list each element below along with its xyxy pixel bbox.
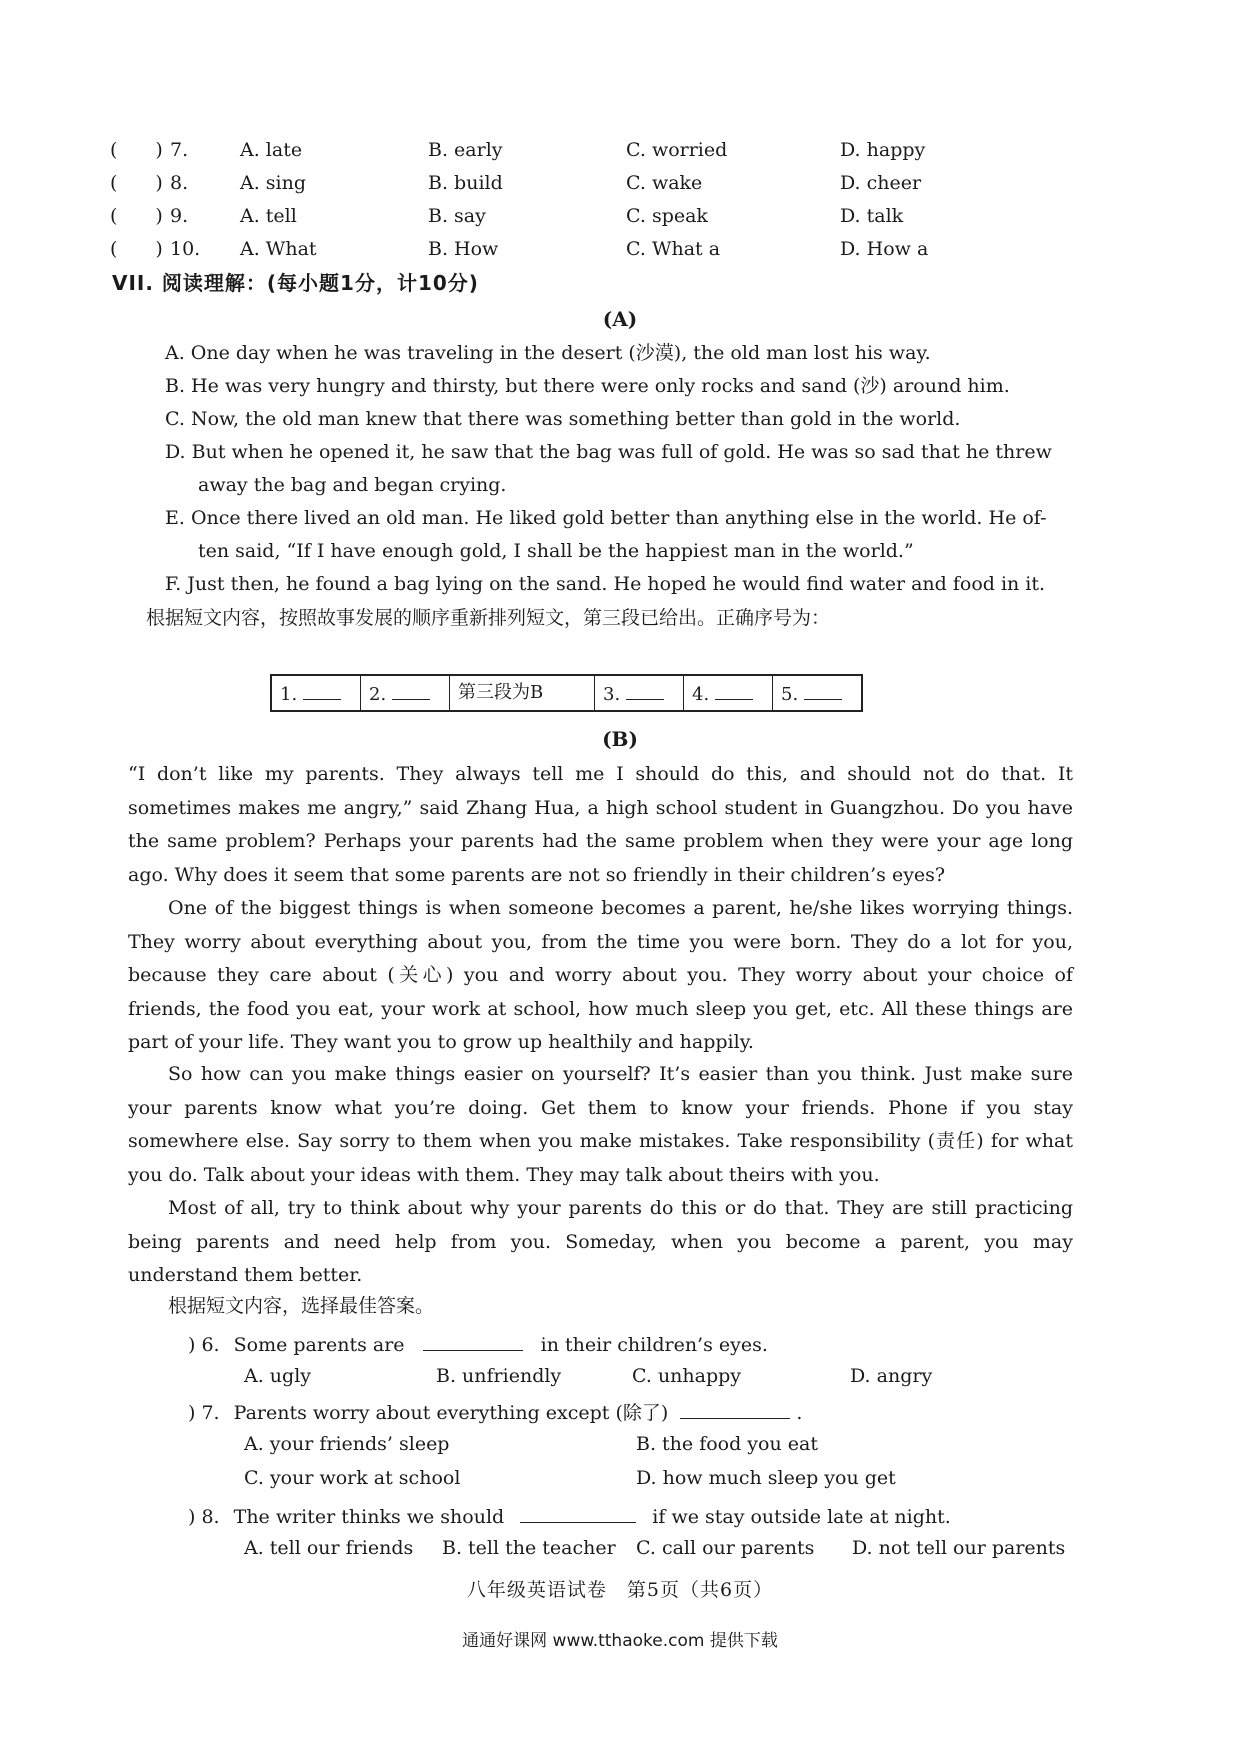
cloze-row-10 (110, 239, 1110, 265)
question-stem: Parents worry about everything except (除了) (233, 1402, 669, 1424)
answer-blank[interactable] (680, 1400, 790, 1419)
option-b: B. early (428, 139, 503, 161)
answer-blank[interactable] (392, 681, 430, 700)
part-a-line-e: E. Once there lived an old man. He liked gold better than anything else in the world. He of- (165, 507, 1047, 529)
q8-option-a[interactable]: A. tell our friends (244, 1537, 414, 1559)
option-a: A. late (240, 139, 303, 161)
option-b: B. build (428, 172, 503, 194)
option-a: A. tell (240, 205, 297, 227)
question-number: 8. (170, 172, 189, 194)
part-b-label: (B) (602, 727, 638, 751)
order-answer-table (270, 674, 863, 712)
part-a-line-f: F. Just then, he found a bag lying on the sand. He hoped he would find water and food in it. (165, 573, 1046, 595)
cloze-row-7 (110, 140, 1110, 166)
paragraph-text: So how can you make things easier on yourself? It’s easier than you think. Just make sure your parents know what you’re doing. Get them to know your friends. Phone if you stay somewhere else. Say sorry to them when you make mistakes. Take responsibility (责任) for what you do. Talk about your ideas with them. They may talk about theirs with you. (128, 1063, 1073, 1186)
given-paragraph-label: 第三段为B (458, 681, 544, 703)
question-number: ) 6. (188, 1334, 220, 1356)
part-b-instruction: 根据短文内容，选择最佳答案。 (168, 1295, 435, 1317)
paragraph-text: “I don’t like my parents. They always tell me I should do this, and should not do that. It sometimes makes me angry,” said Zhang Hua, a high school student in Guangzhou. Do you have the same problem? Perhaps your parents had the same problem when they were your age long ago. Why does it seem that some parents are not so friendly in their children’s eyes? (128, 763, 1073, 886)
paragraph-text: Most of all, try to think about why your parents do this or do that. They are still practicing being parents and need help from you. Someday, when you become a parent, you may understand them better. (128, 1197, 1073, 1286)
part-a-label: (A) (602, 307, 638, 331)
part-a-line-d: D. But when he opened it, he saw that the bag was full of gold. He was so sad that he threw (165, 441, 1052, 463)
q6-option-a[interactable]: A. ugly (244, 1365, 312, 1387)
part-b-paragraph-2 (128, 892, 1073, 1060)
question-stem: Some parents are (233, 1334, 405, 1356)
order-cell-5[interactable] (773, 675, 863, 711)
question-number: ) 7. (188, 1402, 220, 1424)
order-cell-1[interactable] (271, 675, 361, 711)
part-b-paragraph-3 (128, 1058, 1073, 1192)
option-b: B. say (428, 205, 486, 227)
option-a: A. sing (240, 172, 307, 194)
question-stem-end: if we stay outside late at night. (652, 1506, 951, 1528)
cell-label: 1. (280, 683, 298, 705)
question-number: 9. (170, 205, 189, 227)
answer-blank[interactable] (715, 681, 753, 700)
cloze-row-9 (110, 206, 1110, 232)
option-c: C. worried (626, 139, 728, 161)
order-cell-4[interactable] (684, 675, 773, 711)
option-c: C. wake (626, 172, 703, 194)
question-number: 7. (170, 139, 189, 161)
order-cell-given (450, 675, 595, 711)
cloze-row-8 (110, 173, 1110, 199)
question-stem: The writer thinks we should (233, 1506, 505, 1528)
q7-option-a[interactable]: A. your friends’ sleep (244, 1433, 450, 1455)
q6-option-d[interactable]: D. angry (850, 1365, 933, 1387)
paragraph-text: One of the biggest things is when someone becomes a parent, he/she likes worrying things. They worry about everything about you, from the time you were born. They do a lot for you, because they care about (关心) you and worry about you. They worry about your choice of friends, the food you eat, your work at school, how much sleep you get, etc. All these things are part of your life. They want you to grow up healthily and happily. (128, 897, 1073, 1053)
question-stem-end: in their children’s eyes. (540, 1334, 768, 1356)
option-c: C. speak (626, 205, 708, 227)
question-7 (188, 1400, 802, 1425)
cell-label: 4. (692, 683, 710, 705)
answer-blank[interactable] (626, 681, 664, 700)
question-6 (188, 1332, 768, 1357)
option-b: B. How (428, 238, 499, 260)
option-d: D. talk (840, 205, 904, 227)
option-d: D. happy (840, 139, 926, 161)
answer-blank[interactable] (520, 1504, 636, 1523)
order-cell-2[interactable] (361, 675, 450, 711)
option-a: A. What (240, 238, 317, 260)
part-b-paragraph-4 (128, 1192, 1073, 1293)
answer-paren: ( ) (110, 172, 163, 194)
part-a-line-c: C. Now, the old man knew that there was something better than gold in the world. (165, 408, 961, 430)
part-a-line-b: B. He was very hungry and thirsty, but there were only rocks and sand (沙) around him. (165, 375, 1010, 397)
answer-blank[interactable] (303, 681, 341, 700)
cell-label: 3. (603, 683, 621, 705)
cell-label: 2. (369, 683, 387, 705)
q7-option-d[interactable]: D. how much sleep you get (636, 1467, 896, 1489)
page-footer: 八年级英语试卷 第5页（共6页） (466, 1579, 774, 1601)
question-stem-end: . (796, 1402, 803, 1424)
option-d: D. How a (840, 238, 929, 260)
part-a-line-d-cont: away the bag and began crying. (198, 474, 507, 496)
option-c: C. What a (626, 238, 721, 260)
option-d: D. cheer (840, 172, 922, 194)
section-title: VII. 阅读理解：(每小题1分，计10分) (112, 271, 479, 295)
q8-option-d[interactable]: D. not tell our parents (852, 1537, 1066, 1559)
q6-option-c[interactable]: C. unhappy (632, 1365, 742, 1387)
part-a-line-e-cont: ten said, “If I have enough gold, I shall be the happiest man in the world.” (198, 540, 914, 562)
question-8 (188, 1504, 951, 1529)
q6-option-b[interactable]: B. unfriendly (436, 1365, 562, 1387)
answer-paren: ( ) (110, 238, 163, 260)
cell-label: 5. (781, 683, 799, 705)
question-number: 10. (170, 238, 201, 260)
q8-option-b[interactable]: B. tell the teacher (442, 1537, 616, 1559)
part-b-paragraph-1 (128, 758, 1073, 892)
answer-paren: ( ) (110, 205, 163, 227)
q8-option-c[interactable]: C. call our parents (636, 1537, 815, 1559)
answer-blank[interactable] (804, 681, 842, 700)
q7-option-c[interactable]: C. your work at school (244, 1467, 461, 1489)
answer-blank[interactable] (423, 1332, 523, 1351)
part-a-instruction: 根据短文内容，按照故事发展的顺序重新排列短文，第三段已给出。正确序号为： (146, 607, 831, 629)
answer-paren: ( ) (110, 139, 163, 161)
source-line: 通通好课网 www.tthaoke.com 提供下载 (462, 1631, 778, 1651)
order-cell-3[interactable] (595, 675, 684, 711)
question-number: ) 8. (188, 1506, 220, 1528)
q7-option-b[interactable]: B. the food you eat (636, 1433, 818, 1455)
part-a-line-a: A. One day when he was traveling in the desert (沙漠), the old man lost his way. (165, 342, 931, 364)
